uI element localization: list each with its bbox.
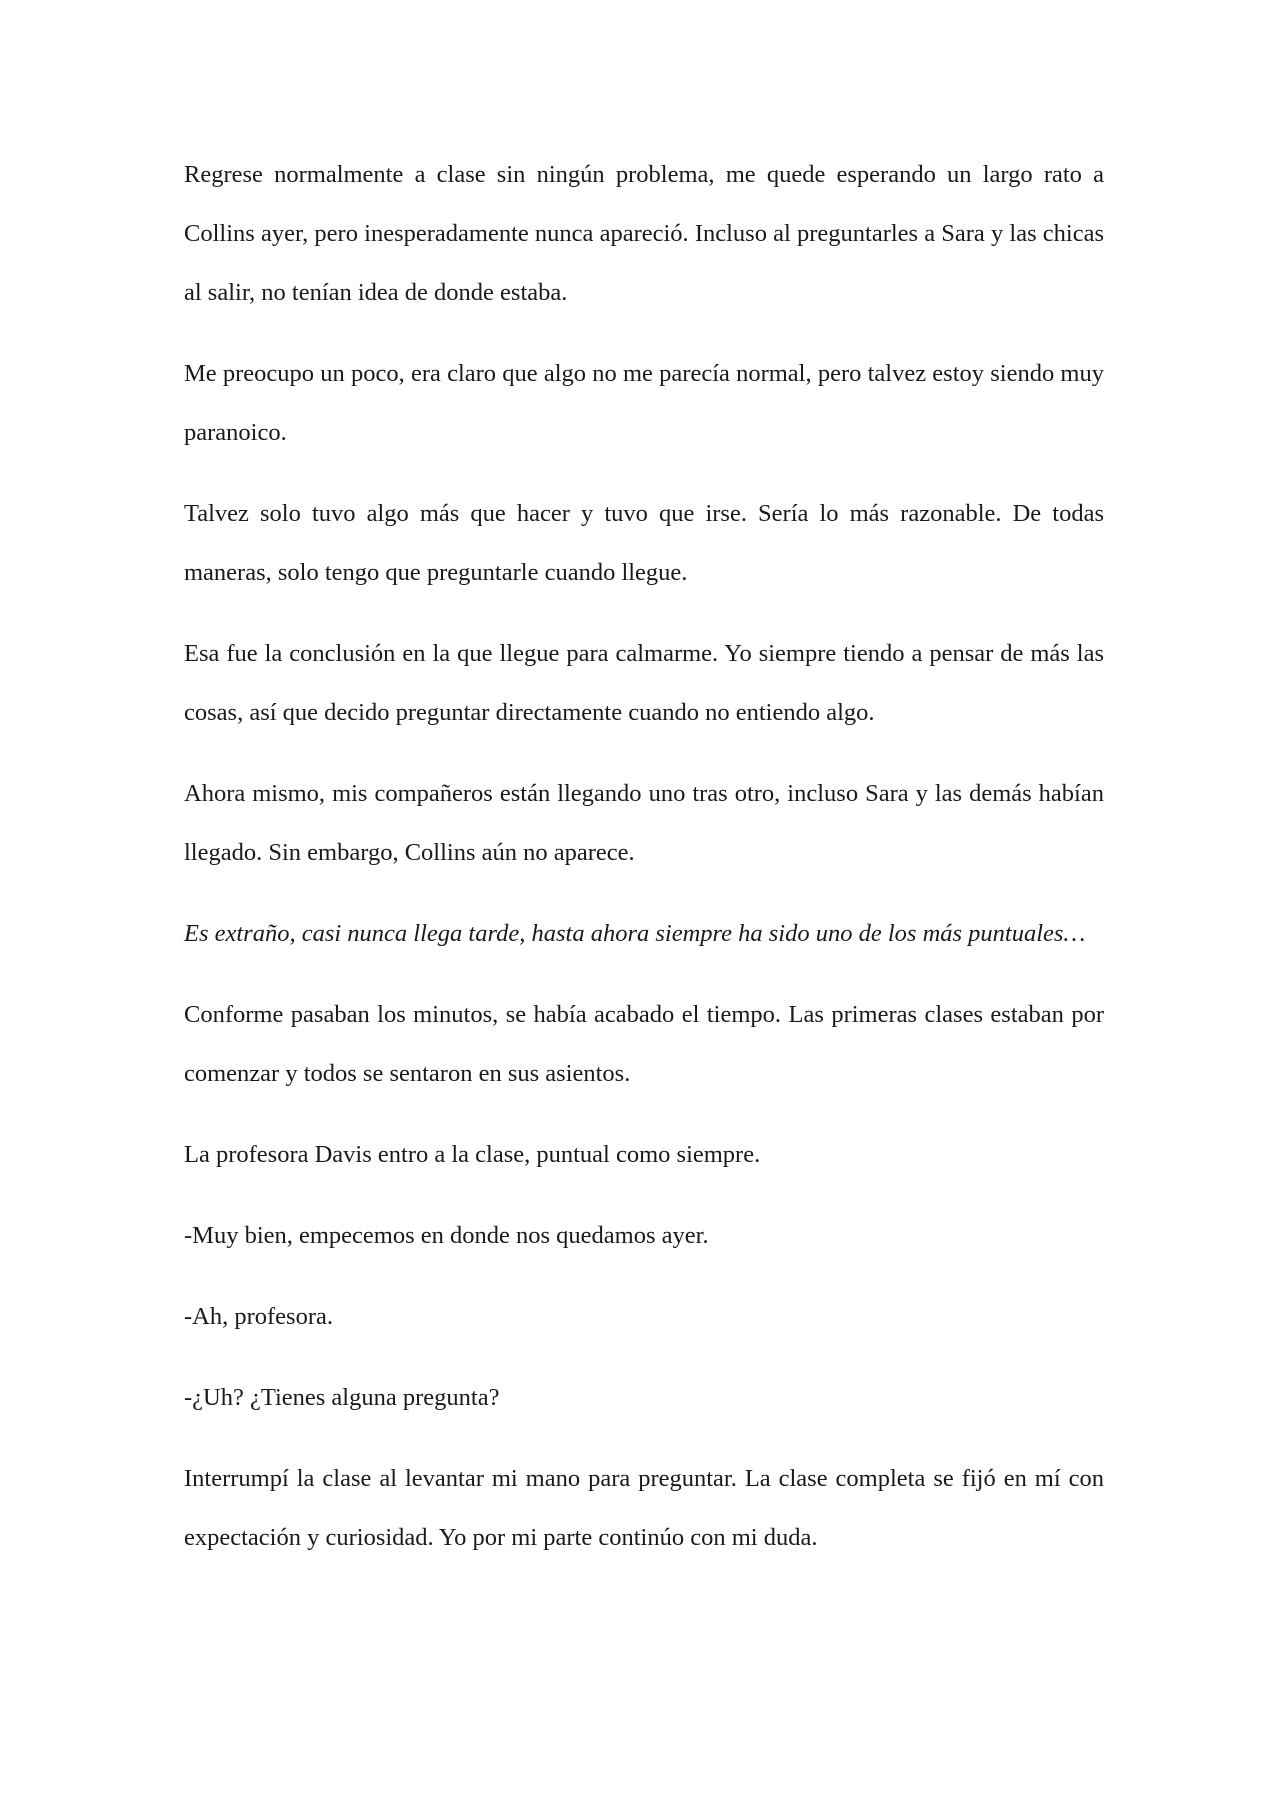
paragraph-2: Me preocupo un poco, era claro que algo no me parecía normal, pero talvez estoy siendo muy paranoico. [184,360,1104,446]
dialogue-line-3: -¿Uh? ¿Tienes alguna pregunta? [184,1384,500,1411]
paragraph-1: Regrese normalmente a clase sin ningún problema, me quede esperando un largo rato a Collins ayer, pero inesperadamente nunca apareció. Incluso al preguntarles a Sara y las chicas al salir, no tenían idea de donde estaba. [184,161,1104,306]
paragraph-12: Interrumpí la clase al levantar mi mano para preguntar. La clase completa se fijó en mí con expectación y curiosidad. Yo por mi parte continúo con mi duda. [184,1465,1104,1551]
paragraph-8: La profesora Davis entro a la clase, puntual como siempre. [184,1141,761,1168]
paragraph-3: Talvez solo tuvo algo más que hacer y tuvo que irse. Sería lo más razonable. De todas maneras, solo tengo que preguntarle cuando llegue. [184,500,1104,586]
paragraph-5: Ahora mismo, mis compañeros están llegando uno tras otro, incluso Sara y las demás habían llegado. Sin embargo, Collins aún no aparece. [184,780,1104,866]
paragraph-7: Conforme pasaban los minutos, se había acabado el tiempo. Las primeras clases estaban por comenzar y todos se sentaron en sus asientos. [184,1001,1104,1087]
paragraph-4: Esa fue la conclusión en la que llegue para calmarme. Yo siempre tiendo a pensar de más las cosas, así que decido preguntar directamente cuando no entiendo algo. [184,640,1104,726]
dialogue-line-2: -Ah, profesora. [184,1303,333,1330]
dialogue-line-1: -Muy bien, empecemos en donde nos quedamos ayer. [184,1222,709,1249]
document-page [184,145,1104,1589]
paragraph-6-thought: Es extraño, casi nunca llega tarde, hasta ahora siempre ha sido uno de los más puntuales… [184,920,1086,947]
